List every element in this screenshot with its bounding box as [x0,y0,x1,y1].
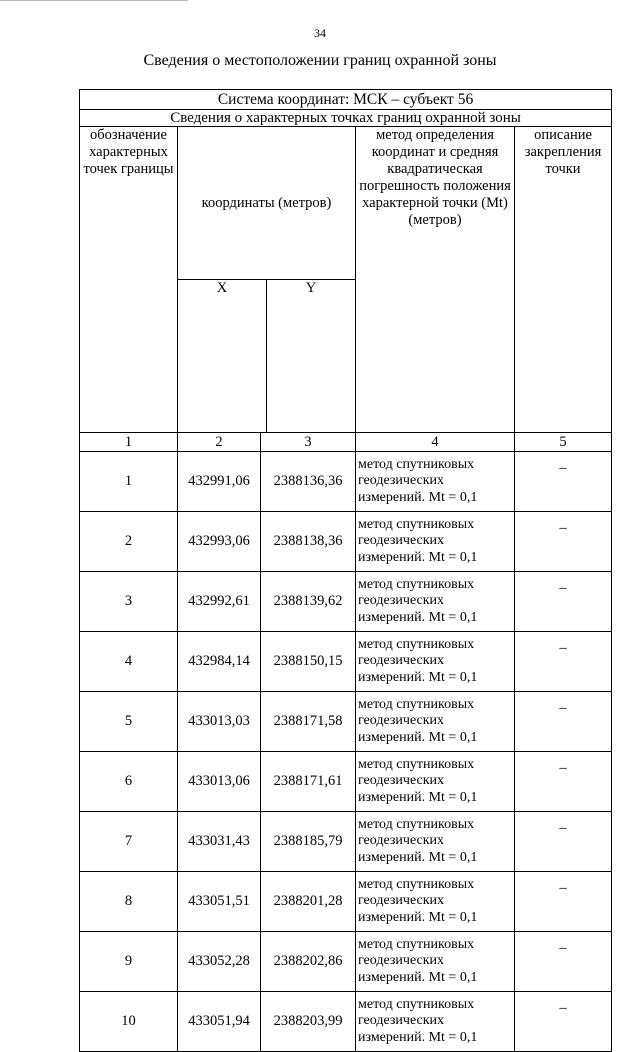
description-cell: – [515,512,612,572]
page-number: 34 [314,26,326,40]
y-coordinate-cell: 2388171,58 [261,692,356,752]
description-cell: – [515,692,612,752]
point-number-cell: 9 [80,932,178,992]
table-row [80,752,612,812]
table-row [80,992,612,1052]
y-coordinate-cell: 2388139,62 [261,572,356,632]
method-cell: метод спутниковых геодезических измерений. Mt = 0,1 [356,812,515,872]
x-coordinate-cell: 433051,94 [178,992,261,1052]
x-coordinate-cell: 432984,14 [178,632,261,692]
column-number-row [80,433,612,452]
table-row [80,632,612,692]
column-number: 2 [178,433,261,452]
x-coordinate-cell: 433031,43 [178,812,261,872]
column-header-description: описание закрепления точки [515,127,612,433]
table-row [80,812,612,872]
y-coordinate-cell: 2388203,99 [261,992,356,1052]
section-header-row [80,110,612,127]
point-number-cell: 7 [80,812,178,872]
column-number: 4 [356,433,515,452]
point-number-cell: 8 [80,872,178,932]
column-header-x: X [178,280,267,433]
y-coordinate-cell: 2388201,28 [261,872,356,932]
table-row [80,512,612,572]
method-cell: метод спутниковых геодезических измерений. Mt = 0,1 [356,692,515,752]
y-coordinate-cell: 2388136,36 [261,452,356,512]
column-number: 5 [515,433,612,452]
method-cell: метод спутниковых геодезических измерений. Mt = 0,1 [356,872,515,932]
coordinates-label: координаты (метров) [201,194,332,211]
method-cell: метод спутниковых геодезических измерений. Mt = 0,1 [356,512,515,572]
y-coordinate-cell: 2388171,61 [261,752,356,812]
document-title: Сведения о местоположении границ охранной зоны [143,52,497,69]
description-cell: – [515,752,612,812]
x-coordinate-cell: 432991,06 [178,452,261,512]
x-coordinate-cell: 433013,03 [178,692,261,752]
table-row [80,932,612,992]
method-cell: метод спутниковых геодезических измерений. Mt = 0,1 [356,572,515,632]
y-coordinate-cell: 2388202,86 [261,932,356,992]
x-coordinate-cell: 432993,06 [178,512,261,572]
column-header-method: метод определения координат и средняя квадратическая погрешность положения характерной точки (Mt) (метров) [356,127,515,433]
description-cell: – [515,992,612,1052]
coordinates-table [79,89,612,1052]
x-coordinate-cell: 433052,28 [178,932,261,992]
method-cell: метод спутниковых геодезических измерений. Mt = 0,1 [356,452,515,512]
top-rule [0,0,188,1]
description-cell: – [515,632,612,692]
table-row [80,452,612,512]
point-number-cell: 5 [80,692,178,752]
method-cell: метод спутниковых геодезических измерений. Mt = 0,1 [356,752,515,812]
description-cell: – [515,872,612,932]
point-number-cell: 3 [80,572,178,632]
column-header-point: обозначение характерных точек границы [80,127,178,433]
description-cell: – [515,452,612,512]
point-number-cell: 6 [80,752,178,812]
method-cell: метод спутниковых геодезических измерений. Mt = 0,1 [356,932,515,992]
table-row [80,872,612,932]
column-header-row [80,127,612,433]
coordinate-system-header: Система координат: МСК – субъект 56 [80,90,612,110]
y-coordinate-cell: 2388138,36 [261,512,356,572]
description-cell: – [515,812,612,872]
column-header-coordinates [178,127,356,433]
description-cell: – [515,572,612,632]
table-row [80,572,612,632]
point-number-cell: 10 [80,992,178,1052]
method-cell: метод спутниковых геодезических измерений. Mt = 0,1 [356,992,515,1052]
column-header-y: Y [267,280,356,433]
point-number-cell: 1 [80,452,178,512]
x-coordinate-cell: 432992,61 [178,572,261,632]
y-coordinate-cell: 2388185,79 [261,812,356,872]
description-cell: – [515,932,612,992]
x-coordinate-cell: 433013,06 [178,752,261,812]
column-number: 3 [261,433,356,452]
y-coordinate-cell: 2388150,15 [261,632,356,692]
section-header: Сведения о характерных точках границ охранной зоны [80,110,612,127]
column-number: 1 [80,433,178,452]
x-coordinate-cell: 433051,51 [178,872,261,932]
method-cell: метод спутниковых геодезических измерений. Mt = 0,1 [356,632,515,692]
table-row [80,692,612,752]
point-number-cell: 4 [80,632,178,692]
point-number-cell: 2 [80,512,178,572]
system-header-row [80,90,612,110]
